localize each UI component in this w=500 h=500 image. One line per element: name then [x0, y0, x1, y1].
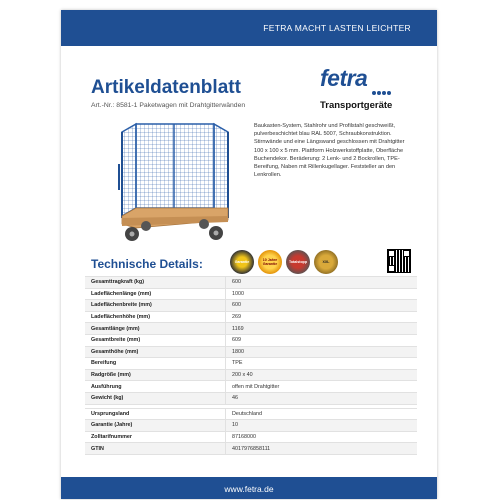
spec-row: [85, 408, 417, 420]
spec-label: Garantie (Jahre): [85, 420, 226, 432]
spec-value: 46: [226, 392, 418, 404]
technical-specs-table: [85, 276, 417, 455]
spec-value: Deutschland: [226, 408, 418, 420]
spec-row: [85, 392, 417, 404]
spec-value: 10: [226, 420, 418, 432]
footer-website-link[interactable]: www.fetra.de: [224, 484, 274, 494]
badge-xxl-icon: XXL: [314, 250, 338, 274]
product-image: [116, 120, 236, 246]
spec-row: [85, 334, 417, 346]
spec-label: Gesamttragkraft (kg): [85, 277, 226, 289]
spec-label: Zolltarifnummer: [85, 431, 226, 443]
spec-label: Ladeflächenlänge (mm): [85, 288, 226, 300]
datasheet-page: [61, 10, 437, 499]
badge-totalstopp-icon: Totalstopp: [286, 250, 310, 274]
spec-label: Ausführung: [85, 381, 226, 393]
brand-subtitle: Transportgeräte: [320, 100, 393, 111]
technical-details-heading: Technische Details:: [91, 257, 203, 271]
spec-label: Ladeflächenhöhe (mm): [85, 311, 226, 323]
spec-row: [85, 431, 417, 443]
spec-label: Gesamthöhe (mm): [85, 346, 226, 358]
spec-row: [85, 288, 417, 300]
spec-value: 1169: [226, 323, 418, 335]
spec-value: 4017976858111: [226, 443, 418, 455]
spec-row: [85, 381, 417, 393]
footer-bar: [61, 477, 437, 499]
spec-row: [85, 420, 417, 432]
spec-label: GTIN: [85, 443, 226, 455]
header-bar: [61, 10, 437, 46]
spec-label: Ursprungsland: [85, 408, 226, 420]
spec-row: [85, 300, 417, 312]
fetra-logo: fetra: [320, 65, 368, 91]
spec-row: [85, 277, 417, 289]
spec-value: 609: [226, 334, 418, 346]
badge-10-year-icon: 10 Jahre Garantie: [258, 250, 282, 274]
spec-label: Bereifung: [85, 358, 226, 370]
spec-row: [85, 311, 417, 323]
spec-label: Ladeflächenbreite (mm): [85, 300, 226, 312]
spec-row: [85, 358, 417, 370]
product-description: Baukasten-System, Stahlrohr und Profilstahl geschweißt, pulverbeschichtet blau RAL 5007, Schraubkonstruktion. Stirnwände und eine Längswand geschlossen mit Drahtgitter 100 x 100 x 5 mm. Plattform Holzwerkstoffplatte, Oberfläche Buchendekor. Beräderung: 2 Lenk- und 2 Bockrollen, TPE-Bereifung, Naben mit Rillenkugellager. Feststeller an den Lenkrollen.: [254, 123, 405, 179]
spec-value: 200 x 40: [226, 369, 418, 381]
spec-label: Radgröße (mm): [85, 369, 226, 381]
spec-row: [85, 443, 417, 455]
spec-row: [85, 346, 417, 358]
spec-label: Gesamtbreite (mm): [85, 334, 226, 346]
spec-value: 1000: [226, 288, 418, 300]
spec-value: 1800: [226, 346, 418, 358]
spec-row: [85, 369, 417, 381]
header-tagline: FETRA MACHT LASTEN LEICHTER: [263, 23, 411, 33]
spec-value: 269: [226, 311, 418, 323]
spec-value: 87168000: [226, 431, 418, 443]
spec-label: Gewicht (kg): [85, 392, 226, 404]
spec-row: [85, 323, 417, 335]
spec-value: TPE: [226, 358, 418, 370]
spec-label: Gesamtlänge (mm): [85, 323, 226, 335]
badge-guarantee-icon: Garantie: [230, 250, 254, 274]
spec-value: offen mit Drahtgitter: [226, 381, 418, 393]
logo-dots: [372, 82, 392, 100]
article-subtitle: Art.-Nr.: 8581-1 Paketwagen mit Drahtgitterwänden: [91, 102, 246, 109]
qr-code-icon: [388, 250, 410, 272]
spec-value: 600: [226, 300, 418, 312]
document-title: Artikeldatenblatt: [91, 77, 241, 98]
spec-value: 600: [226, 277, 418, 289]
